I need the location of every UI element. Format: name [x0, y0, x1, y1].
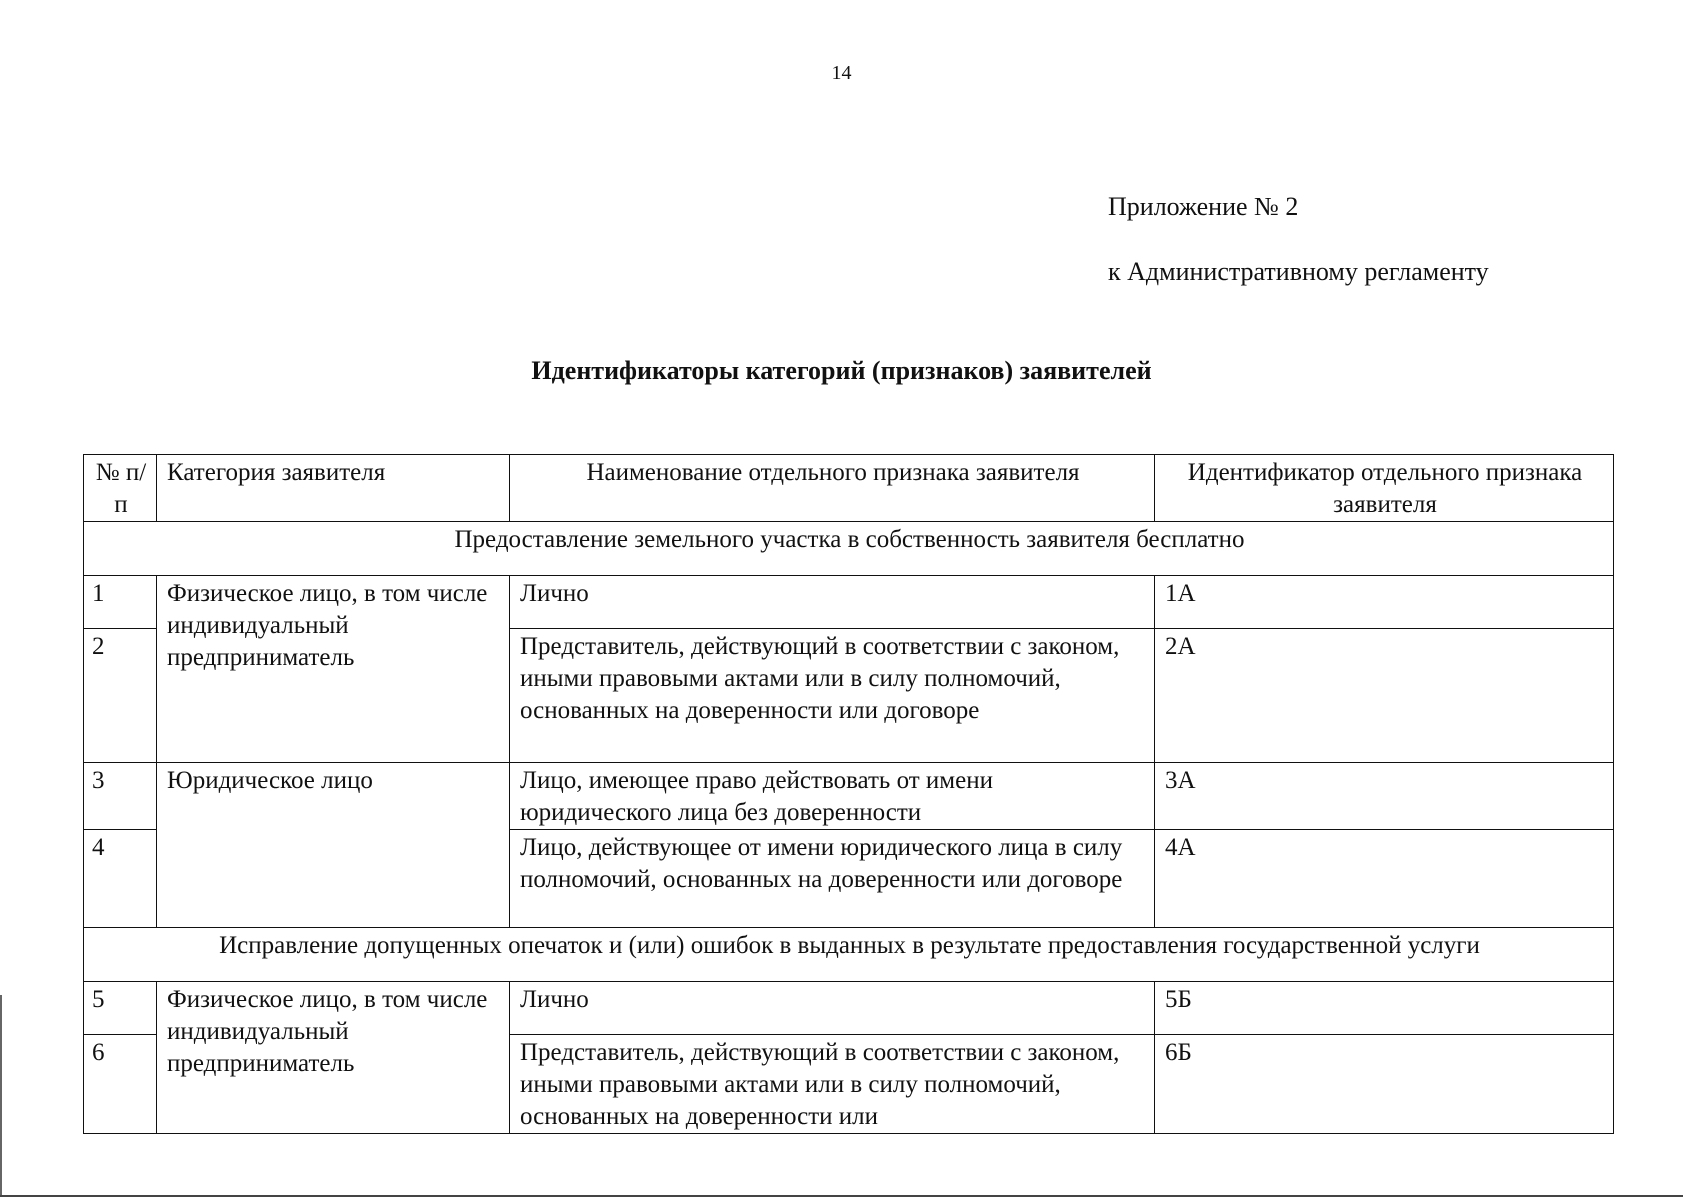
row-feature: Представитель, действующий в соответствии с законом, иными правовыми актами или в силу полномочий, основанных на доверенности или договоре — [510, 629, 1155, 763]
header-identifier: Идентификатор отдельного признака заявителя — [1155, 455, 1614, 522]
row-feature: Лично — [510, 576, 1155, 629]
section-row — [84, 522, 1614, 576]
row-category: Юридическое лицо — [157, 763, 510, 928]
row-num: 6 — [84, 1035, 157, 1134]
header-category: Категория заявителя — [157, 455, 510, 522]
appendix-line-1: Приложение № 2 — [1108, 192, 1299, 221]
table-row — [84, 763, 1614, 830]
row-num: 1 — [84, 576, 157, 629]
document-title: Идентификаторы категорий (признаков) заявителей — [531, 356, 1152, 385]
row-feature: Лично — [510, 982, 1155, 1035]
row-category: Физическое лицо, в том числе индивидуальный предприниматель — [157, 576, 510, 763]
table-row — [84, 982, 1614, 1035]
row-feature: Лицо, имеющее право действовать от имени юридического лица без доверенности — [510, 763, 1155, 830]
scan-edge-line — [0, 995, 2, 1195]
row-identifier: 2А — [1155, 629, 1614, 763]
header-num: № п/п — [84, 455, 157, 522]
row-feature: Представитель, действующий в соответствии с законом, иными правовыми актами или в силу полномочий, основанных на доверенности или — [510, 1035, 1155, 1134]
row-identifier: 6Б — [1155, 1035, 1614, 1134]
row-identifier: 1А — [1155, 576, 1614, 629]
row-num: 3 — [84, 763, 157, 830]
row-num: 5 — [84, 982, 157, 1035]
row-num: 2 — [84, 629, 157, 763]
table-header-row — [84, 455, 1614, 522]
section-row — [84, 928, 1614, 982]
section-title: Исправление допущенных опечаток и (или) ошибок в выданных в результате предоставления государственной услуги — [84, 928, 1614, 982]
row-identifier: 5Б — [1155, 982, 1614, 1035]
page-number: 14 — [831, 62, 852, 84]
row-feature: Лицо, действующее от имени юридического лица в силу полномочий, основанных на доверенности или договоре — [510, 830, 1155, 928]
page-bottom-edge — [0, 1195, 1683, 1197]
row-identifier: 4А — [1155, 830, 1614, 928]
applicant-identifiers-table — [83, 454, 1614, 1134]
header-feature: Наименование отдельного признака заявителя — [510, 455, 1155, 522]
row-category: Физическое лицо, в том числе индивидуальный предприниматель — [157, 982, 510, 1134]
table-row — [84, 576, 1614, 629]
row-num: 4 — [84, 830, 157, 928]
section-title: Предоставление земельного участка в собственность заявителя бесплатно — [84, 522, 1614, 576]
appendix-note — [1108, 192, 1489, 287]
appendix-line-2: к Административному регламенту — [1108, 257, 1489, 286]
row-identifier: 3А — [1155, 763, 1614, 830]
